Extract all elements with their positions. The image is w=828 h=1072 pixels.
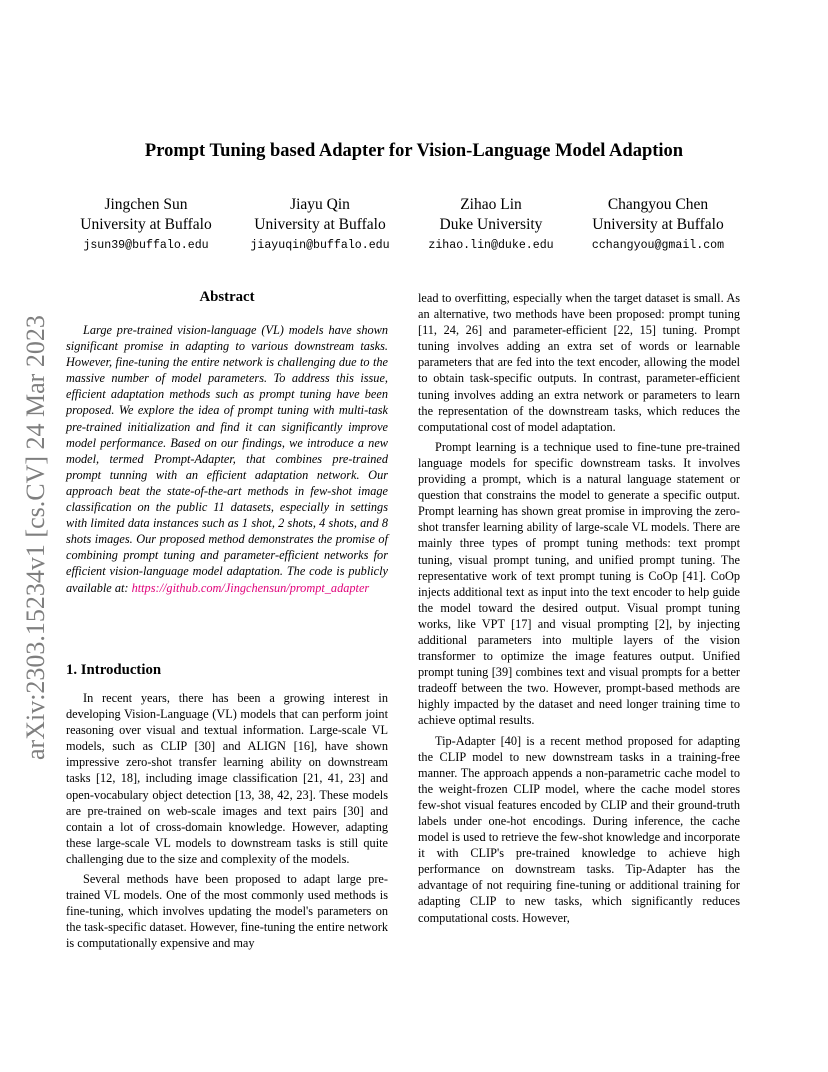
intro-paragraph: Several methods have been proposed to adapt large pre-trained VL models. One of the most commonly used methods is fine-tuning, which involves updating the model's parameters on the task-specific dataset. However, fine-tuning the entire network is computationally expensive and may <box>66 872 388 951</box>
section-heading-introduction: 1. Introduction <box>66 662 162 678</box>
author-name: Jiayu Qin <box>290 196 350 213</box>
right-column <box>418 290 740 930</box>
author-affiliation: University at Buffalo <box>80 215 212 233</box>
author-email[interactable]: jiayuqin@buffalo.edu <box>250 239 390 252</box>
author-email[interactable]: jsun39@buffalo.edu <box>83 239 209 252</box>
abstract-heading: Abstract <box>199 289 255 305</box>
abstract-text: Large pre-trained vision-language (VL) models have shown significant promise in adapting to various downstream tasks. However, fine-tuning the entire network is challenging due to the massive number of model parameters. To address this issue, efficient adaptation methods such as prompt tuning have been proposed. We explore the idea of prompt tuning with multi-task pre-trained initialization and find it can significantly improve model performance. Based on our findings, we introduce a new model, termed Prompt-Adapter, that combines pre-trained prompt tunning with an efficient adaptation network. Our approach beat the state-of-the-art methods in few-shot image classification on the public 11 datasets, especially in settings with limited data instances such as 1 shot, 2 shots, 4 shots, and 8 shots images. Our proposed method demonstrates the promise of combining prompt tuning and parameter-efficient networks for efficient vision-language model adaptation. The code is publicly available at: <box>66 323 388 595</box>
body-paragraph: Tip-Adapter [40] is a recent method proposed for adapting the CLIP model to new downstream tasks in a training-free manner. The approach appends a non-parametric cache model to the weight-frozen CLIP model, where the cache model stores few-shot visual features encoded by CLIP and their ground-truth labels under one-hot encodings. During inference, the cache model is used to retrieve the few-shot knowledge and incorporate it with CLIP's pre-trained knowledge to achieve high performance on downstream tasks. Tip-Adapter has the advantage of not requiring fine-tuning or additional training for adapting CLIP to new tasks, which significantly reduces computational costs. However, <box>418 733 741 925</box>
code-link[interactable]: https://github.com/Jingchensun/prompt_adapter <box>131 580 370 595</box>
author-email[interactable]: zihao.lin@duke.edu <box>428 239 554 252</box>
author-block <box>225 195 415 256</box>
intro-paragraph: In recent years, there has been a growing interest in developing Vision-Language (VL) models that can perform joint reasoning over visual and textual information. Large-scale VL models, such as CLIP [30] and ALIGN [16], have shown impressive zero-shot transfer learning ability on downstream tasks [12, 18], including image classification [21, 41, 23] and open-vocabulary object detection [13, 38, 42, 23]. These models are pre-trained on web-scale images and text pairs [30] and contain a lot of cross-domain knowledge. However, adapting these large-scale VL models to downstream tasks is still quite challenging due to the size and complexity of the models. <box>66 691 388 866</box>
author-affiliation: University at Buffalo <box>592 215 724 233</box>
arxiv-side-stamp: arXiv:2303.15234v1 [cs.CV] 24 Mar 2023 <box>21 315 50 760</box>
author-name: Jingchen Sun <box>104 196 188 213</box>
body-paragraph: lead to overfitting, especially when the target dataset is small. As an alternative, two methods have been proposed: prompt tuning [11, 24, 26] and parameter-efficient [22, 15] tuning. Prompt tuning involves adding an extra set of words or learnable parameters that are fed into the text encoder, allowing the model to obtain task-specific outputs. In contrast, parameter-efficient tuning involves adding an extra network or parameters to learn the representation of the downstream tasks, which reduces the computational cost of model adaptation. <box>418 291 740 434</box>
author-block <box>563 195 753 256</box>
introduction-body <box>66 690 388 956</box>
author-block <box>51 195 241 256</box>
abstract-body <box>66 322 388 596</box>
author-name: Zihao Lin <box>460 196 522 213</box>
author-block <box>396 195 586 256</box>
author-affiliation: University at Buffalo <box>254 215 386 233</box>
body-paragraph: Prompt learning is a technique used to fine-tune pre-trained language models for specific downstream tasks. It involves providing a prompt, which is a natural language statement or question that constrains the model to generate a specific output. Prompt learning has shown great promise in improving the zero-shot transfer learning ability of large-scale VL models. There are mainly three types of prompt tuning methods: text prompt tuning, visual prompt tuning, and unified prompt tuning. The representative work of text prompt tuning is CoOp [41]. CoOp injects additional text as input into the text encoder to help guide the model toward the desired output. Visual prompt tuning works, like VPT [17] and visual prompting [2], by injecting additional parameters into multiple layers of the vision transformer to optimize the image features output. Unified prompt tuning [39] combines text and visual prompts for a better tradeoff between the two. However, prompt-based methods are highly impacted by the dataset and need longer training time to achieve optimal results. <box>418 439 740 728</box>
paper-title: Prompt Tuning based Adapter for Vision-Language Model Adaption <box>144 141 684 161</box>
author-name: Changyou Chen <box>607 196 709 213</box>
author-email[interactable]: cchangyou@gmail.com <box>591 239 725 252</box>
author-affiliation: Duke University <box>439 215 543 233</box>
